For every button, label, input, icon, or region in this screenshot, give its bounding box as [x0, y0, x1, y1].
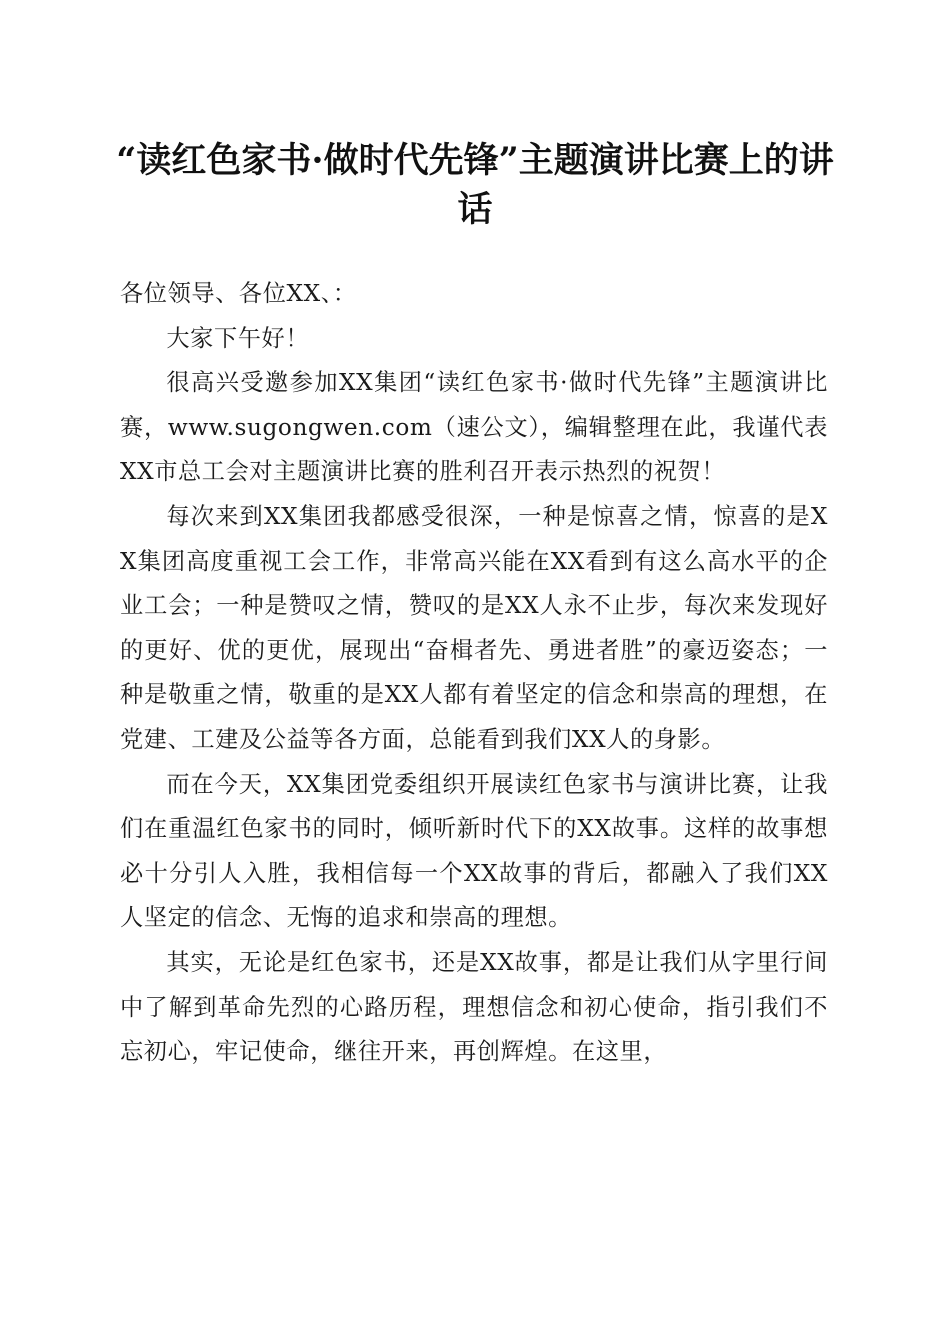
document-title: “读红色家书·做时代先锋”主题演讲比赛上的讲话	[116, 140, 834, 230]
paragraph: 很高兴受邀参加XX集团“读红色家书·做时代先锋”主题演讲比赛，www.sugongwen.com（速公文），编辑整理在此，我谨代表XX市总工会对主题演讲比赛的胜利召开表示热烈的祝贺！	[120, 369, 828, 486]
greeting: 大家下午好！	[166, 324, 310, 352]
paragraph: 而在今天，XX集团党委组织开展读红色家书与演讲比赛，让我们在重温红色家书的同时，倾听新时代下的XX故事。这样的故事想必十分引人入胜，我相信每一个XX故事的背后，都融入了我们XX人坚定的信念、无悔的追求和崇高的理想。	[120, 770, 828, 932]
paragraph: 其实，无论是红色家书，还是XX故事，都是让我们从字里行间中了解到革命先烈的心路历程，理想信念和初心使命，指引我们不忘初心，牢记使命，继往开来，再创辉煌。在这里，	[120, 948, 828, 1066]
salutation: 各位领导、各位XX、：	[120, 280, 357, 307]
document-body	[120, 272, 828, 1075]
paragraph: 每次来到XX集团我都感受很深，一种是惊喜之情，惊喜的是XX集团高度重视工会工作，非常高兴能在XX看到有这么高水平的企业工会；一种是赞叹之情，赞叹的是XX人永不止步，每次来发现好的更好、优的更优，展现出“奋楫者先、勇进者胜”的豪迈姿态；一种是敬重之情，敬重的是XX人都有着坚定的信念和崇高的理想，在党建、工建及公益等各方面，总能看到我们XX人的身影。	[120, 502, 828, 753]
